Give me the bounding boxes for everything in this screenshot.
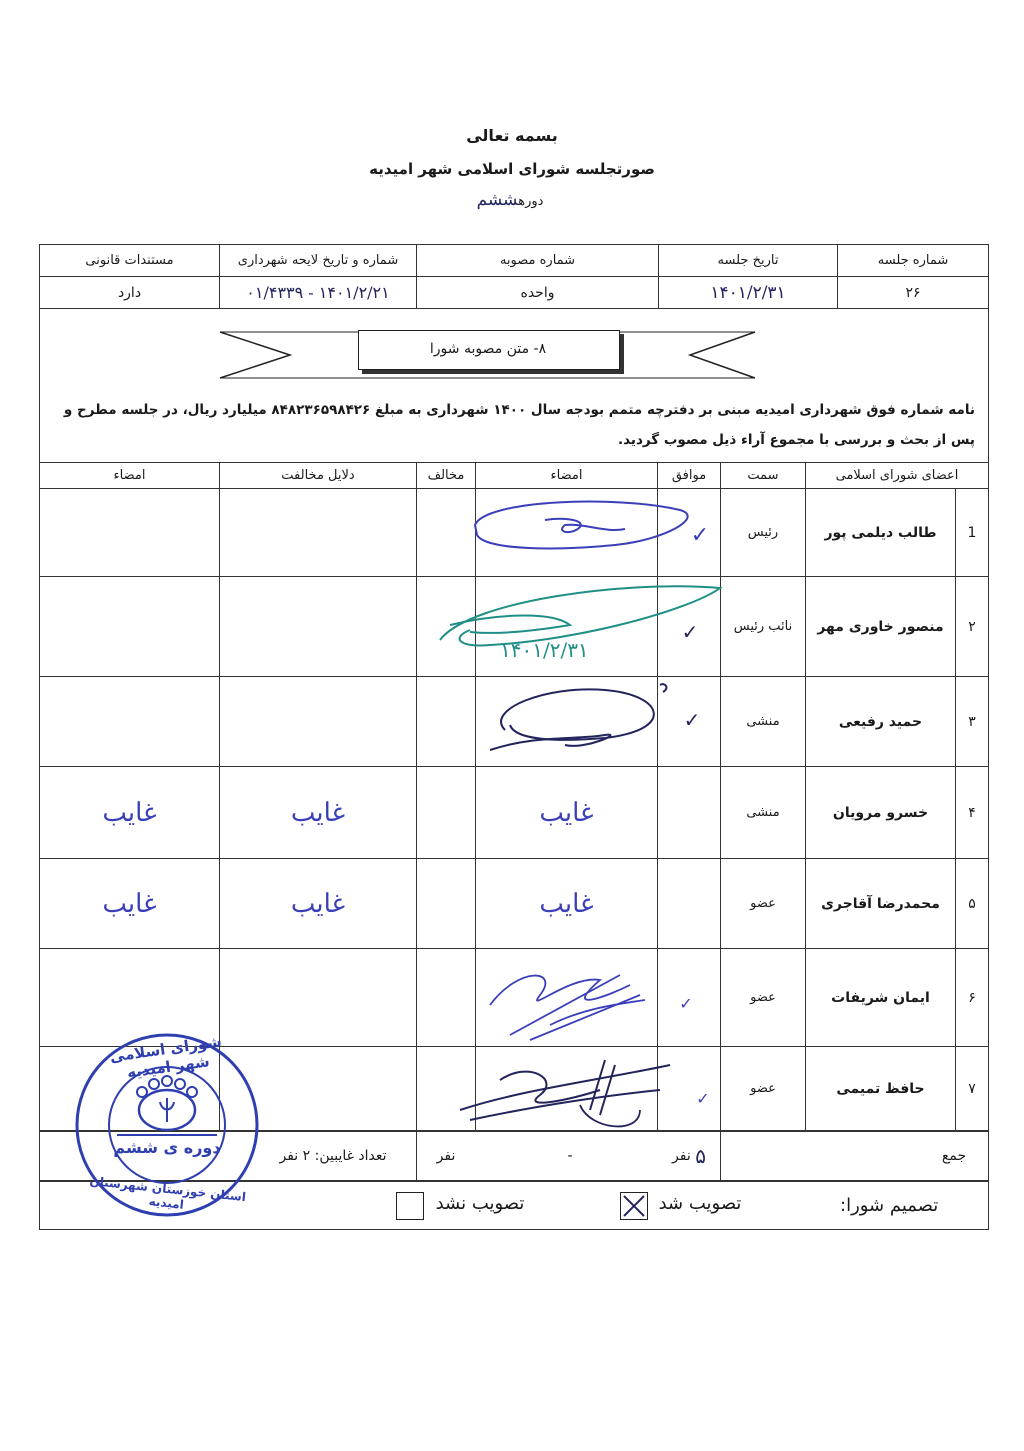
signature-2-date: ۱۴۰۱/۲/۳۱ — [500, 638, 589, 662]
signature-7 — [440, 1050, 680, 1140]
agree-total-count: ۵ — [695, 1144, 706, 1168]
row-number: ۴ — [968, 804, 976, 821]
body-text-line-1: نامه شماره فوق شهرداری امیدیه مبنی بر دفترچه متمم بودجه سال ۱۴۰۰ شهرداری به مبلغ ۸۴۸۲۳۶۵۹۸۴۲۶ میلیارد ریال، در جلسه مطرح و — [63, 402, 975, 418]
term-handwritten: ششم — [476, 190, 519, 210]
resolution-number-value: واحده — [520, 284, 555, 301]
approved-x-mark — [621, 1193, 647, 1219]
agree-check: ✓ — [696, 1088, 710, 1108]
term-label: دوره — [518, 194, 544, 209]
signature-6 — [480, 955, 660, 1045]
agree-check: ✓ — [681, 620, 699, 644]
decision-approved-label: تصویب شد — [658, 1192, 742, 1214]
term-line — [440, 190, 580, 210]
bill-number-date-value: ۱۴۰۱/۲/۲۱ - ۰۱/۴۳۳۹ — [246, 283, 390, 302]
header-session-date: تاریخ جلسه — [717, 253, 779, 268]
member-name: حافظ تمیمی — [836, 1080, 925, 1097]
oppose-total-unit: نفر — [436, 1148, 456, 1164]
member-role: رئیس — [747, 525, 779, 540]
member-name: منصور خاوری مهر — [817, 618, 944, 635]
absent-total-label: تعداد غایبین: — [314, 1148, 387, 1164]
absent-total — [250, 1132, 416, 1180]
member-name: ایمان شریفات — [831, 989, 930, 1006]
signature-1 — [465, 495, 705, 575]
absent-mark-reasons: غایب — [290, 797, 346, 828]
header-members: اعضای شورای اسلامی — [835, 468, 959, 483]
member-role: نائب رئیس — [733, 619, 793, 634]
member-name: محمدرضا آقاجری — [821, 895, 940, 912]
member-role: منشی — [746, 714, 780, 729]
header-signature: امضاء — [550, 468, 583, 483]
header-signature-2: امضاء — [113, 468, 146, 483]
agree-total — [658, 1132, 720, 1180]
absent-mark-signature-2: غایب — [102, 888, 157, 919]
header-role: سمت — [747, 468, 779, 483]
agree-check: ✓ — [690, 522, 710, 548]
absent-mark-signature: غایب — [539, 797, 594, 828]
total-label: جمع — [941, 1148, 967, 1164]
decision-approved-checkbox[interactable] — [620, 1192, 648, 1220]
stamp-bottom-text: استان خوزستان شهرستان امیدیه — [88, 1173, 247, 1212]
decision-rejected-checkbox[interactable] — [396, 1192, 424, 1220]
decision-label: تصمیم شورا: — [840, 1195, 939, 1216]
member-name: طالب دیلمی پور — [824, 524, 937, 541]
header-agree: موافق — [671, 468, 707, 483]
member-name: حمید رفیعی — [838, 713, 923, 730]
member-role: منشی — [746, 805, 780, 820]
session-date-value: ۱۴۰۱/۲/۳۱ — [710, 282, 786, 303]
agree-check: ✓ — [683, 708, 701, 732]
header-oppose: مخالف — [427, 468, 465, 483]
header-oppose-reasons: دلایل مخالفت — [281, 468, 355, 483]
absent-mark-reasons: غایب — [290, 888, 346, 919]
decision-rejected-label: تصویب نشد — [435, 1192, 525, 1214]
member-role: عضو — [750, 896, 776, 911]
signature-3 — [485, 680, 685, 770]
bismillah: بسمه تعالی — [466, 126, 558, 145]
header-legal-documents: مستندات قانونی — [85, 253, 174, 268]
absent-mark-signature: غایب — [539, 888, 594, 919]
header-bill-number-date: شماره و تاریخ لایحه شهرداری — [237, 253, 399, 268]
member-role: عضو — [750, 1081, 776, 1096]
row-number: ۵ — [968, 895, 976, 912]
stamp-center-text: دوره ی ششم — [113, 1138, 221, 1157]
legal-documents-value: دارد — [117, 284, 142, 301]
member-role: عضو — [750, 990, 776, 1005]
agree-check: ✓ — [679, 993, 693, 1013]
header-session-number: شماره جلسه — [877, 253, 949, 268]
stamp-top-text: شورای اسلامی شهر امیدیه — [108, 1032, 223, 1082]
section-title: ۸- متن مصوبه شورا — [429, 341, 547, 357]
session-number-value: ۲۶ — [905, 284, 921, 301]
row-number: 1 — [967, 524, 977, 541]
official-stamp — [72, 1030, 262, 1220]
member-name: خسرو مرویان — [832, 804, 929, 821]
absent-mark-signature-2: غایب — [102, 797, 157, 828]
row-number: ۷ — [968, 1080, 976, 1097]
oppose-total-count: - — [567, 1148, 573, 1164]
document-title: صورتجلسه شورای اسلامی شهر امیدیه — [369, 160, 655, 178]
absent-total-value: ۲ نفر — [279, 1148, 311, 1164]
agree-total-unit: نفر — [672, 1148, 691, 1164]
row-number: ۶ — [968, 989, 976, 1006]
header-resolution-number: شماره مصوبه — [499, 253, 576, 268]
row-number: ۲ — [968, 618, 976, 635]
row-number: ۳ — [968, 713, 976, 730]
body-text-line-2: پس از بحث و بررسی با مجموع آراء ذیل مصوب گردید. — [617, 432, 975, 448]
